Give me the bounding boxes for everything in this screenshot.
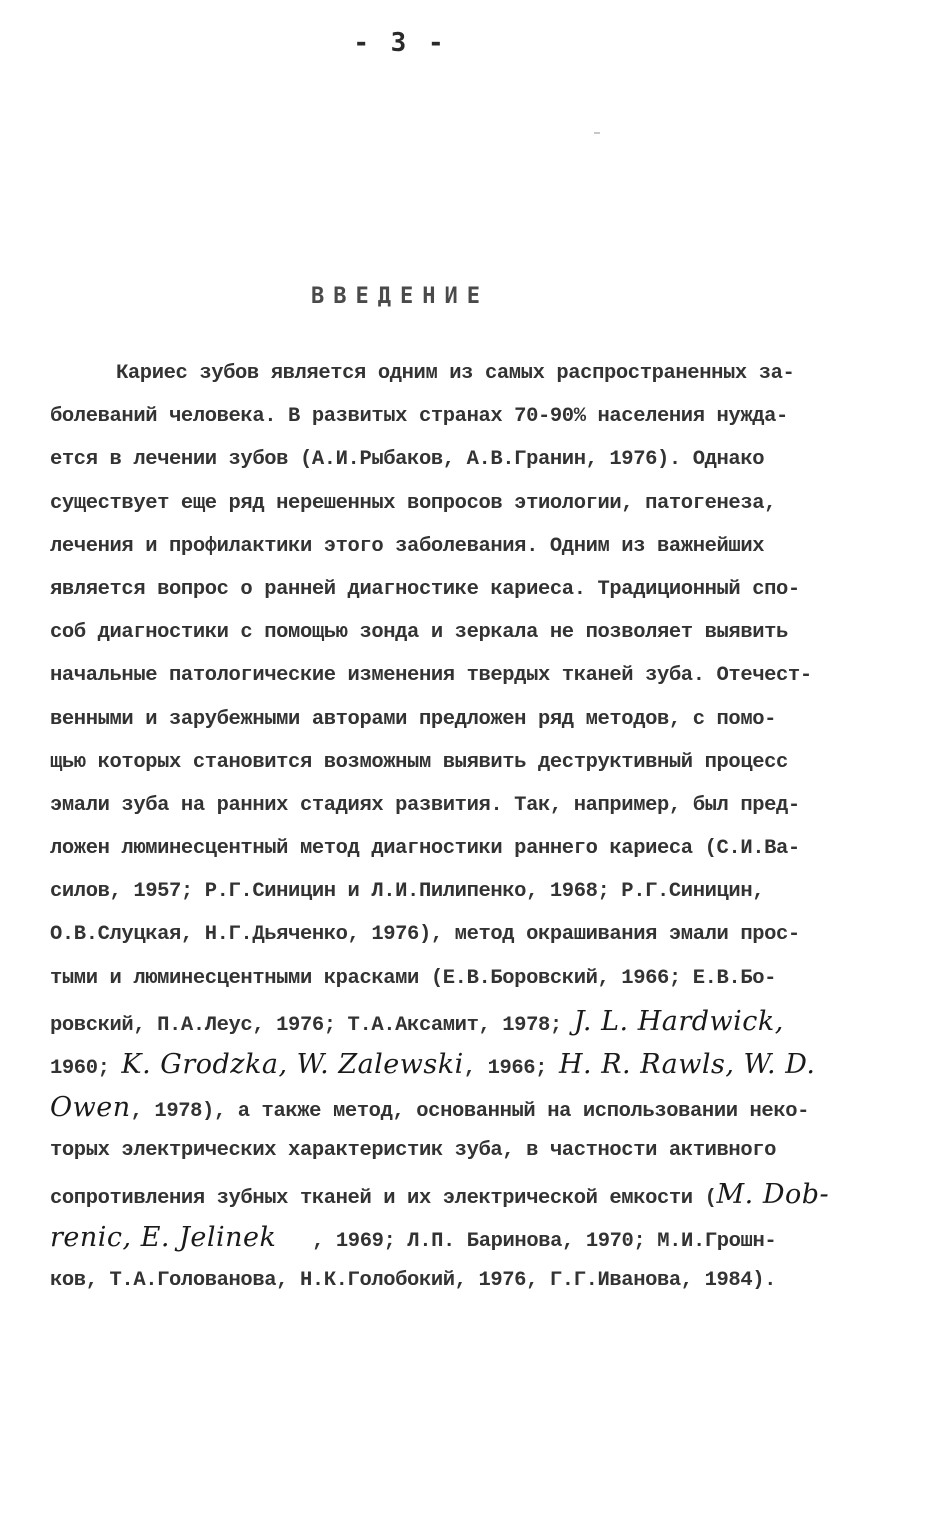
handwritten-citation: Owen (50, 1092, 131, 1124)
typed-text: силов, 1957; Р.Г.Синицин и Л.И.Пилипенко, 1968; Р.Г.Синицин, (50, 880, 765, 904)
text-line (50, 1043, 890, 1086)
typed-text: болеваний человека. В развитых странах 70-90% населения нужда- (50, 405, 788, 429)
typed-text: ется в лечении зубов (А.И.Рыбаков, А.В.Гранин, 1976). Однако (50, 448, 765, 472)
text-line (50, 827, 890, 870)
text-line (50, 1000, 890, 1043)
typed-text: венными и зарубежными авторами предложен ряд методов, с помо- (50, 707, 777, 731)
typed-text: тыми и люминесцентными красками (Е.В.Боровский, 1966; Е.В.Бо- (50, 966, 777, 990)
typed-text: эмали зуба на ранних стадиях развития. Так, например, был пред- (50, 793, 800, 817)
text-line (50, 1173, 890, 1216)
handwritten-citation: renic, E. Jelinek (50, 1221, 277, 1253)
text-line (50, 352, 890, 395)
handwritten-citation: K. Grodzka, W. Zalewski (121, 1049, 464, 1080)
typed-text: соб диагностики с помощью зонда и зеркала не позволяет выявить (50, 621, 788, 645)
text-line (50, 568, 890, 611)
text-line (50, 1086, 890, 1129)
text-line (50, 611, 890, 654)
typed-text: щью которых становится возможным выявить деструктивный процесс (50, 750, 788, 774)
typed-text: Кариес зубов является одним из самых распространенных за- (116, 362, 795, 385)
text-line (50, 913, 890, 956)
text-line (50, 1216, 890, 1259)
text-line (50, 438, 890, 481)
text-line (50, 395, 890, 438)
typed-text: ровский, П.А.Леус, 1976; Т.А.Аксамит, 1978; (50, 1013, 574, 1037)
handwritten-citation: H. R. Rawls, W. D. (558, 1049, 816, 1080)
text-line (50, 957, 890, 1000)
handwritten-citation: J. L. Hardwick, (573, 1005, 784, 1037)
typed-text: является вопрос о ранней диагностике кариеса. Традиционный спо- (50, 577, 800, 601)
text-line (50, 1259, 890, 1302)
text-line (50, 741, 890, 784)
typed-text: О.В.Слуцкая, Н.Г.Дьяченко, 1976), метод окрашивания эмали прос- (50, 923, 800, 947)
typed-text: существует еще ряд нерешенных вопросов этиологии, патогенеза, (50, 491, 777, 515)
typed-text: начальные патологические изменения твердых тканей зуба. Отечест- (50, 664, 812, 688)
text-line (50, 1129, 890, 1172)
section-heading: ВВЕДЕНИЕ (311, 284, 489, 309)
text-line (50, 482, 890, 525)
typed-text: , 1969; Л.П. Баринова, 1970; М.И.Грошн- (276, 1229, 777, 1253)
typed-text: , 1966; (463, 1057, 559, 1080)
page-number: - 3 - (353, 28, 447, 58)
text-line (50, 525, 890, 568)
body-text (50, 352, 890, 1302)
typed-text: торых электрических характеристик зуба, в частности активного (50, 1139, 777, 1163)
handwritten-citation: M. Dob- (716, 1178, 830, 1210)
typed-text: , 1978), а также метод, основанный на использовании неко- (130, 1100, 810, 1124)
typed-text: 1960; (50, 1057, 122, 1080)
typed-text: сопротивления зубных тканей и их электрической емкости ( (50, 1186, 717, 1210)
typed-text: ков, Т.А.Голованова, Н.К.Голобокий, 1976, Г.Г.Иванова, 1984). (50, 1268, 777, 1292)
typed-text: лечения и профилактики этого заболевания. Одним из важнейших (50, 534, 765, 558)
scan-speck (594, 132, 600, 134)
text-line (50, 654, 890, 697)
typed-text: ложен люминесцентный метод диагностики раннего кариеса (С.И.Ва- (50, 837, 800, 861)
text-line (50, 784, 890, 827)
text-line (50, 698, 890, 741)
text-line (50, 870, 890, 913)
